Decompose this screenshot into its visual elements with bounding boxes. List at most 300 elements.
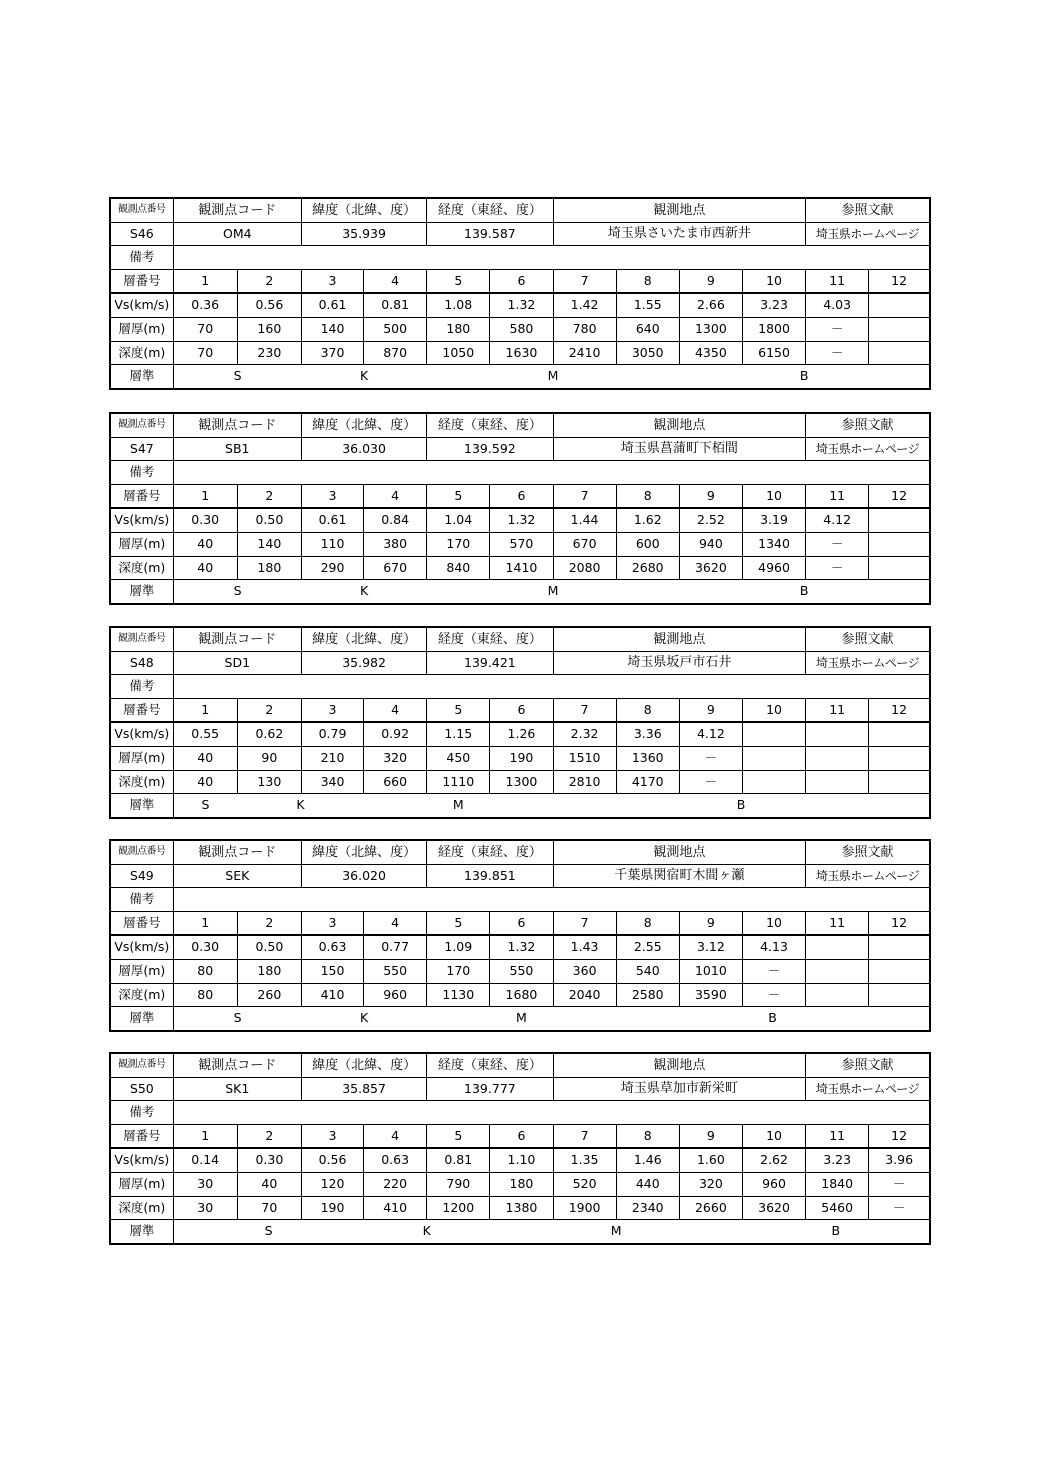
remarks-row	[110, 888, 930, 912]
layer-number-cell: 6	[490, 1124, 553, 1148]
header-row	[110, 198, 930, 222]
reference-label: 参照文献	[806, 1053, 930, 1077]
thickness-cell: 940	[679, 532, 742, 556]
remarks-value	[173, 675, 930, 699]
depth-cell: 1630	[490, 341, 553, 365]
layer-number-cell: 8	[616, 1124, 679, 1148]
depth-cell	[869, 770, 930, 794]
depth-cell: 3050	[616, 341, 679, 365]
thickness-cell: 670	[553, 532, 616, 556]
remarks-row	[110, 675, 930, 699]
layer-number-cell: 1	[173, 1124, 237, 1148]
vs-cell: 0.50	[237, 935, 301, 959]
latitude-label: 緯度（北緯、度）	[301, 840, 426, 864]
remarks-value	[173, 461, 930, 485]
vs-label: Vs(km/s)	[110, 293, 173, 317]
latitude-value: 35.939	[301, 222, 426, 246]
thickness-cell	[869, 532, 930, 556]
layer-number-row	[110, 698, 930, 722]
layer-number-cell: 11	[806, 698, 869, 722]
level-cell: K	[364, 1220, 490, 1244]
vs-cell: 0.81	[364, 293, 427, 317]
level-cell: B	[679, 365, 930, 389]
layer-number-row	[110, 484, 930, 508]
depth-cell: 40	[173, 770, 237, 794]
level-label: 層準	[110, 580, 173, 604]
longitude-label: 経度（東経、度）	[427, 840, 553, 864]
thickness-cell: 170	[427, 532, 490, 556]
vs-cell	[869, 508, 930, 532]
vs-cell: 1.15	[427, 722, 490, 746]
depth-cell: 1300	[490, 770, 553, 794]
layer-number-cell: 9	[679, 484, 742, 508]
latitude-value: 36.020	[301, 864, 426, 888]
vs-cell: 0.77	[364, 935, 427, 959]
vs-cell: 0.56	[301, 1148, 363, 1172]
vs-cell: 0.61	[301, 293, 363, 317]
level-cell: S	[173, 580, 301, 604]
layer-number-cell: 12	[869, 911, 930, 935]
thickness-cell: －	[806, 317, 869, 341]
station-table-s49	[109, 839, 931, 1032]
longitude-value: 139.421	[427, 651, 553, 675]
thickness-cell: 550	[490, 959, 553, 983]
vs-cell: 2.62	[742, 1148, 805, 1172]
depth-label: 深度(m)	[110, 770, 173, 794]
thickness-row	[110, 959, 930, 983]
thickness-cell: 960	[742, 1172, 805, 1196]
location-value: 埼玉県菖蒲町下栢間	[553, 437, 806, 461]
depth-cell: 370	[301, 341, 363, 365]
vs-cell	[869, 935, 930, 959]
vs-row	[110, 935, 930, 959]
vs-row	[110, 508, 930, 532]
depth-cell: 80	[173, 983, 237, 1007]
thickness-cell: 450	[427, 746, 490, 770]
longitude-label: 経度（東経、度）	[427, 198, 553, 222]
layer-number-cell: 8	[616, 698, 679, 722]
thickness-cell: 550	[364, 959, 427, 983]
level-label: 層準	[110, 1220, 173, 1244]
vs-cell: 0.61	[301, 508, 363, 532]
thickness-cell: 600	[616, 532, 679, 556]
vs-cell: 1.35	[553, 1148, 616, 1172]
station-table-s50	[109, 1052, 931, 1245]
depth-cell: 3620	[742, 1196, 805, 1220]
vs-cell: 0.79	[301, 722, 363, 746]
level-cell: S	[173, 794, 237, 818]
layer-number-cell: 5	[427, 484, 490, 508]
thickness-cell: 160	[237, 317, 301, 341]
layer-number-cell: 2	[237, 269, 301, 293]
layer-number-row	[110, 269, 930, 293]
vs-cell: 2.66	[679, 293, 742, 317]
depth-cell: 670	[364, 556, 427, 580]
depth-cell: 2040	[553, 983, 616, 1007]
layer-number-cell: 7	[553, 911, 616, 935]
depth-cell: 130	[237, 770, 301, 794]
thickness-cell: 1510	[553, 746, 616, 770]
depth-cell: 2410	[553, 341, 616, 365]
depth-cell: 410	[364, 1196, 427, 1220]
thickness-cell: 120	[301, 1172, 363, 1196]
depth-cell: 4170	[616, 770, 679, 794]
layer-number-cell: 5	[427, 698, 490, 722]
station-code: OM4	[173, 222, 301, 246]
depth-cell: 2080	[553, 556, 616, 580]
level-cell: K	[301, 580, 426, 604]
depth-row	[110, 556, 930, 580]
header-row	[110, 1053, 930, 1077]
layer-number-cell: 11	[806, 269, 869, 293]
remarks-row	[110, 246, 930, 270]
depth-cell: 70	[237, 1196, 301, 1220]
depth-cell: 660	[364, 770, 427, 794]
thickness-label: 層厚(m)	[110, 532, 173, 556]
layer-number-cell: 12	[869, 269, 930, 293]
vs-cell: 4.12	[679, 722, 742, 746]
vs-cell: 3.23	[742, 293, 805, 317]
vs-cell: 2.32	[553, 722, 616, 746]
thickness-cell: 70	[173, 317, 237, 341]
thickness-cell	[869, 959, 930, 983]
vs-cell: 0.56	[237, 293, 301, 317]
depth-label: 深度(m)	[110, 556, 173, 580]
thickness-cell: 140	[237, 532, 301, 556]
depth-cell: 290	[301, 556, 363, 580]
depth-cell: 4960	[742, 556, 805, 580]
station-code-label: 観測点コード	[173, 413, 301, 437]
reference-value: 埼玉県ホームページ	[806, 1077, 930, 1101]
vs-label: Vs(km/s)	[110, 508, 173, 532]
thickness-cell: 180	[490, 1172, 553, 1196]
vs-cell: 1.08	[427, 293, 490, 317]
layer-number-cell: 4	[364, 911, 427, 935]
depth-cell: 2660	[679, 1196, 742, 1220]
reference-label: 参照文献	[806, 840, 930, 864]
layer-number-cell: 9	[679, 911, 742, 935]
depth-cell: 870	[364, 341, 427, 365]
depth-cell: 410	[301, 983, 363, 1007]
vs-cell: 1.32	[490, 293, 553, 317]
depth-cell: 1130	[427, 983, 490, 1007]
thickness-cell: 440	[616, 1172, 679, 1196]
vs-cell: 1.32	[490, 935, 553, 959]
level-cell: S	[173, 365, 301, 389]
station-no: S49	[110, 864, 173, 888]
reference-value: 埼玉県ホームページ	[806, 651, 930, 675]
depth-cell: 230	[237, 341, 301, 365]
layer-number-cell: 1	[173, 911, 237, 935]
depth-cell: 1050	[427, 341, 490, 365]
depth-cell: 960	[364, 983, 427, 1007]
depth-row	[110, 341, 930, 365]
location-label: 観測地点	[553, 198, 806, 222]
depth-cell: 4350	[679, 341, 742, 365]
depth-row	[110, 983, 930, 1007]
vs-cell: 4.13	[742, 935, 805, 959]
layer-number-row	[110, 1124, 930, 1148]
level-cell: S	[173, 1007, 301, 1031]
thickness-row	[110, 746, 930, 770]
vs-cell: 0.36	[173, 293, 237, 317]
location-value: 埼玉県坂戸市石井	[553, 651, 806, 675]
thickness-cell: 1010	[679, 959, 742, 983]
header-row	[110, 413, 930, 437]
vs-cell: 4.03	[806, 293, 869, 317]
layer-no-label: 層番号	[110, 1124, 173, 1148]
thickness-row	[110, 317, 930, 341]
depth-cell: 2340	[616, 1196, 679, 1220]
latitude-value: 36.030	[301, 437, 426, 461]
station-code-label: 観測点コード	[173, 627, 301, 651]
remarks-row	[110, 461, 930, 485]
reference-label: 参照文献	[806, 413, 930, 437]
thickness-cell: 190	[490, 746, 553, 770]
layer-number-cell: 10	[742, 269, 805, 293]
header-values-row	[110, 1077, 930, 1101]
thickness-cell: 140	[301, 317, 363, 341]
vs-cell: 0.30	[237, 1148, 301, 1172]
longitude-value: 139.777	[427, 1077, 553, 1101]
depth-cell: －	[742, 983, 805, 1007]
thickness-label: 層厚(m)	[110, 1172, 173, 1196]
vs-cell: 1.10	[490, 1148, 553, 1172]
vs-cell: 0.30	[173, 935, 237, 959]
layer-number-cell: 5	[427, 911, 490, 935]
depth-cell: 2810	[553, 770, 616, 794]
vs-label: Vs(km/s)	[110, 722, 173, 746]
vs-cell: 0.84	[364, 508, 427, 532]
vs-cell: 1.46	[616, 1148, 679, 1172]
thickness-label: 層厚(m)	[110, 746, 173, 770]
station-no: S46	[110, 222, 173, 246]
depth-label: 深度(m)	[110, 983, 173, 1007]
layer-no-label: 層番号	[110, 484, 173, 508]
vs-cell: 2.55	[616, 935, 679, 959]
level-cell: S	[173, 1220, 363, 1244]
vs-cell: 0.63	[301, 935, 363, 959]
depth-label: 深度(m)	[110, 341, 173, 365]
depth-cell: 1200	[427, 1196, 490, 1220]
station-no-label: 観測点番号	[110, 1053, 173, 1077]
depth-cell	[806, 983, 869, 1007]
thickness-cell: 80	[173, 959, 237, 983]
header-row	[110, 627, 930, 651]
depth-cell: 260	[237, 983, 301, 1007]
reference-value: 埼玉県ホームページ	[806, 864, 930, 888]
layer-number-row	[110, 911, 930, 935]
thickness-cell	[806, 959, 869, 983]
remarks-label: 備考	[110, 461, 173, 485]
thickness-cell: －	[869, 1172, 930, 1196]
thickness-cell: 40	[173, 532, 237, 556]
vs-cell: 1.62	[616, 508, 679, 532]
depth-cell: －	[869, 1196, 930, 1220]
vs-cell	[742, 722, 805, 746]
vs-row	[110, 293, 930, 317]
vs-cell: 1.44	[553, 508, 616, 532]
depth-cell	[806, 770, 869, 794]
layer-number-cell: 12	[869, 698, 930, 722]
depth-cell: 5460	[806, 1196, 869, 1220]
station-code: SEK	[173, 864, 301, 888]
thickness-cell: －	[742, 959, 805, 983]
depth-cell: 2680	[616, 556, 679, 580]
reference-label: 参照文献	[806, 627, 930, 651]
thickness-cell	[869, 746, 930, 770]
depth-cell: 840	[427, 556, 490, 580]
layer-number-cell: 11	[806, 1124, 869, 1148]
location-value: 埼玉県草加市新栄町	[553, 1077, 806, 1101]
layer-no-label: 層番号	[110, 269, 173, 293]
longitude-label: 経度（東経、度）	[427, 413, 553, 437]
layer-number-cell: 7	[553, 698, 616, 722]
thickness-cell: 1360	[616, 746, 679, 770]
thickness-cell: 170	[427, 959, 490, 983]
depth-cell: 1380	[490, 1196, 553, 1220]
layer-number-cell: 10	[742, 484, 805, 508]
level-row	[110, 794, 930, 818]
layer-number-cell: 12	[869, 1124, 930, 1148]
layer-number-cell: 9	[679, 269, 742, 293]
latitude-label: 緯度（北緯、度）	[301, 627, 426, 651]
vs-cell	[869, 293, 930, 317]
vs-cell: 3.36	[616, 722, 679, 746]
level-cell: M	[427, 580, 680, 604]
layer-number-cell: 4	[364, 1124, 427, 1148]
vs-label: Vs(km/s)	[110, 1148, 173, 1172]
vs-cell: 2.52	[679, 508, 742, 532]
remarks-value	[173, 1101, 930, 1125]
layer-number-cell: 7	[553, 1124, 616, 1148]
layer-number-cell: 12	[869, 484, 930, 508]
thickness-cell: 1800	[742, 317, 805, 341]
level-cell: B	[616, 1007, 930, 1031]
station-no-label: 観測点番号	[110, 198, 173, 222]
layer-number-cell: 9	[679, 1124, 742, 1148]
location-label: 観測地点	[553, 1053, 806, 1077]
thickness-cell: 90	[237, 746, 301, 770]
layer-number-cell: 7	[553, 269, 616, 293]
thickness-cell: 580	[490, 317, 553, 341]
layer-number-cell: 5	[427, 1124, 490, 1148]
station-code-label: 観測点コード	[173, 840, 301, 864]
level-cell: K	[301, 1007, 426, 1031]
depth-cell: 70	[173, 341, 237, 365]
layer-number-cell: 11	[806, 484, 869, 508]
depth-cell	[869, 556, 930, 580]
vs-cell: 1.55	[616, 293, 679, 317]
longitude-value: 139.587	[427, 222, 553, 246]
station-no: S48	[110, 651, 173, 675]
layer-number-cell: 2	[237, 911, 301, 935]
remarks-value	[173, 888, 930, 912]
header-values-row	[110, 222, 930, 246]
thickness-cell: 40	[173, 746, 237, 770]
vs-cell: 4.12	[806, 508, 869, 532]
layer-number-cell: 10	[742, 698, 805, 722]
thickness-cell: 640	[616, 317, 679, 341]
station-code: SK1	[173, 1077, 301, 1101]
longitude-value: 139.851	[427, 864, 553, 888]
vs-cell: 0.62	[237, 722, 301, 746]
depth-cell	[869, 341, 930, 365]
layer-number-cell: 2	[237, 1124, 301, 1148]
vs-cell: 0.14	[173, 1148, 237, 1172]
location-label: 観測地点	[553, 627, 806, 651]
station-no: S50	[110, 1077, 173, 1101]
remarks-label: 備考	[110, 246, 173, 270]
depth-cell: 30	[173, 1196, 237, 1220]
depth-cell: 1680	[490, 983, 553, 1007]
layer-number-cell: 8	[616, 911, 679, 935]
vs-cell: 1.43	[553, 935, 616, 959]
latitude-label: 緯度（北緯、度）	[301, 1053, 426, 1077]
vs-row	[110, 722, 930, 746]
thickness-row	[110, 1172, 930, 1196]
thickness-cell: 220	[364, 1172, 427, 1196]
thickness-cell: 780	[553, 317, 616, 341]
level-cell: B	[679, 580, 930, 604]
thickness-cell: 320	[679, 1172, 742, 1196]
level-label: 層準	[110, 365, 173, 389]
vs-cell: 0.30	[173, 508, 237, 532]
depth-cell: 3620	[679, 556, 742, 580]
level-row	[110, 1220, 930, 1244]
vs-cell: 1.04	[427, 508, 490, 532]
latitude-label: 緯度（北緯、度）	[301, 198, 426, 222]
station-no: S47	[110, 437, 173, 461]
level-row	[110, 580, 930, 604]
layer-number-cell: 9	[679, 698, 742, 722]
depth-cell	[869, 983, 930, 1007]
thickness-cell: 500	[364, 317, 427, 341]
depth-row	[110, 770, 930, 794]
layer-number-cell: 3	[301, 698, 363, 722]
reference-value: 埼玉県ホームページ	[806, 222, 930, 246]
thickness-cell: 30	[173, 1172, 237, 1196]
station-code: SD1	[173, 651, 301, 675]
remarks-value	[173, 246, 930, 270]
vs-cell	[869, 722, 930, 746]
station-no-label: 観測点番号	[110, 840, 173, 864]
layer-number-cell: 3	[301, 484, 363, 508]
layer-no-label: 層番号	[110, 698, 173, 722]
vs-label: Vs(km/s)	[110, 935, 173, 959]
location-value: 埼玉県さいたま市西新井	[553, 222, 806, 246]
layer-number-cell: 7	[553, 484, 616, 508]
thickness-cell: 320	[364, 746, 427, 770]
depth-cell: 1900	[553, 1196, 616, 1220]
thickness-row	[110, 532, 930, 556]
header-row	[110, 840, 930, 864]
remarks-label: 備考	[110, 888, 173, 912]
station-table-s46	[109, 197, 931, 390]
vs-cell	[806, 722, 869, 746]
vs-cell: 0.63	[364, 1148, 427, 1172]
depth-cell: 340	[301, 770, 363, 794]
thickness-cell: 1300	[679, 317, 742, 341]
station-code-label: 観測点コード	[173, 1053, 301, 1077]
level-cell: B	[553, 794, 930, 818]
thickness-cell: 520	[553, 1172, 616, 1196]
thickness-cell	[806, 746, 869, 770]
depth-cell	[742, 770, 805, 794]
vs-cell: 1.60	[679, 1148, 742, 1172]
station-code-label: 観測点コード	[173, 198, 301, 222]
layer-number-cell: 2	[237, 484, 301, 508]
